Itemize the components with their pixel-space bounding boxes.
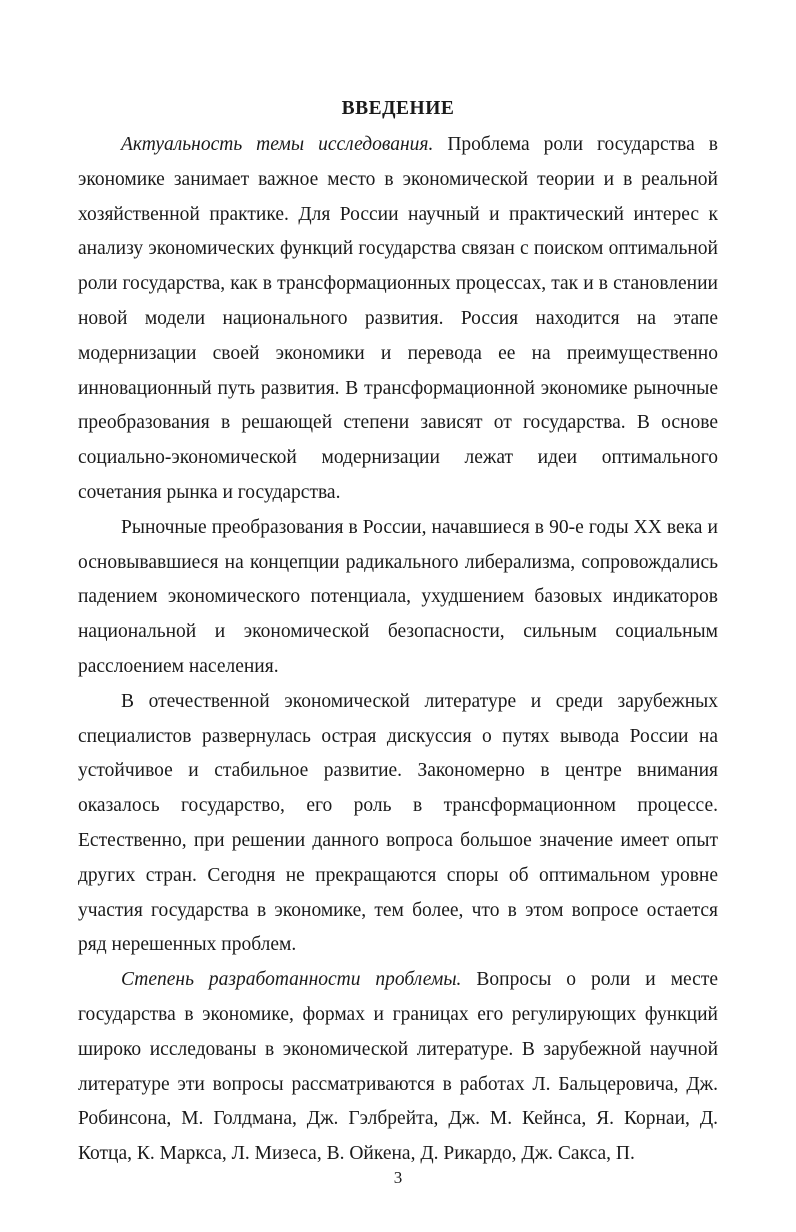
section-title: ВВЕДЕНИЕ	[341, 98, 455, 119]
paragraph-text-relevance: Проблема роли государства в экономике занимает важное место в экономической теории и в реальной хозяйственной практике. Для России научный и практический интерес к анализу экономических функций государства связан с поиском оптимальной роли государства, как в трансформационных процессах, так и в становлении новой модели национального развития. Россия находится на этапе модернизации своей экономики и перевода ее на преимущественно инновационный путь развития. В трансформационной экономике рыночные преобразования в решающей степени зависят от государства. В основе социально-экономической модернизации лежат идеи оптимального сочетания рынка и государства.	[78, 134, 718, 503]
paragraph-discussion	[78, 685, 718, 963]
paragraph-text-market-reforms: Рыночные преобразования в России, начавшиеся в 90-е годы XX века и основывавшиеся на концепции радикального либерализма, сопровождались падением экономического потенциала, ухудшением базовых индикаторов национальной и экономической безопасности, сильным социальным расслоением населения.	[78, 516, 718, 677]
paragraph-text-state-of-research: Вопросы о роли и месте государства в экономике, формах и границах его регулирующих функций широко исследованы в экономической литературе. В зарубежной научной литературе эти вопросы рассматриваются в работах Л. Бальцеровича, Дж. Робинсона, М. Голдмана, Дж. Гэлбрейта, Дж. М. Кейнса, Я. Корнаи, Д. Котца, К. Маркса, Л. Мизеса, В. Ойкена, Д. Рикардо, Дж. Сакса, П.	[78, 969, 718, 1165]
paragraph-relevance	[78, 128, 718, 511]
page-number: 3	[393, 1168, 403, 1187]
paragraph-state-of-research	[78, 963, 718, 1172]
paragraph-market-reforms	[78, 511, 718, 685]
paragraph-lead-state-of-research: Степень разработанности проблемы.	[121, 969, 462, 991]
paragraph-text-discussion: В отечественной экономической литературе и среди зарубежных специалистов развернулась острая дискуссия о путях вывода России на устойчивое и стабильное развитие. Закономерно в центре внимания оказалось государство, его роль в трансформационном процессе. Естественно, при решении данного вопроса большое значение имеет опыт других стран. Сегодня не прекращаются споры об оптимальном уровне участия государства в экономике, тем более, что в этом вопросе остается ряд нерешенных проблем.	[78, 690, 718, 956]
document-body	[78, 128, 718, 1172]
paragraph-lead-relevance: Актуальность темы исследования.	[121, 134, 434, 155]
